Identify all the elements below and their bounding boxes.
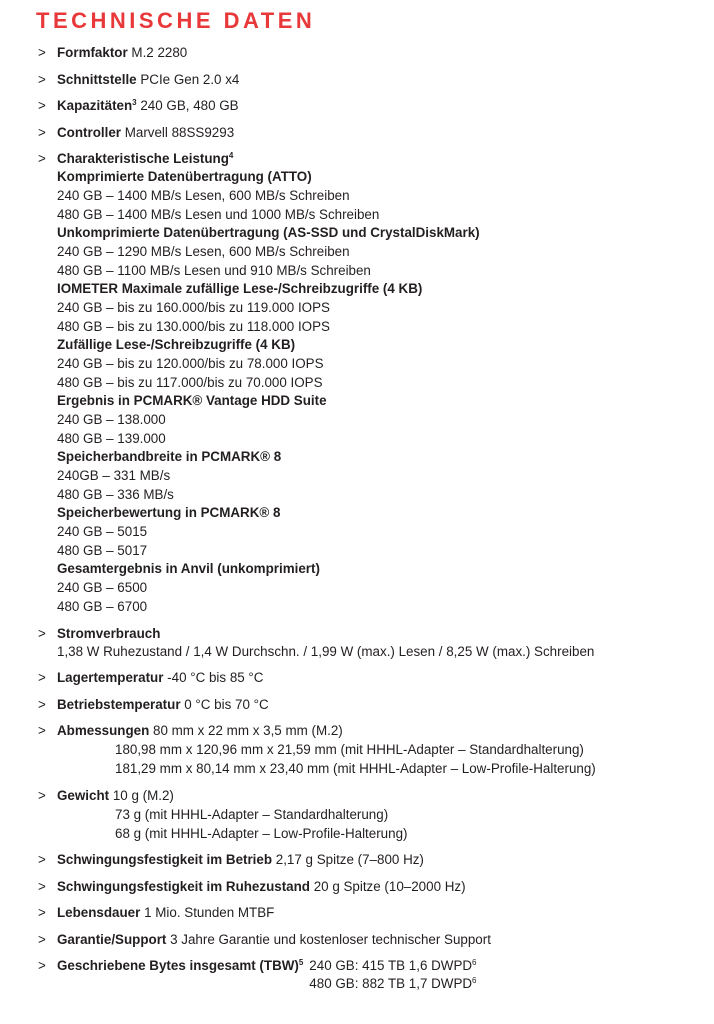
performance-line: 480 GB – bis zu 130.000/bis zu 118.000 IOPS (57, 319, 330, 334)
spec-label: Gewicht (57, 787, 110, 803)
performance-line: 240GB – 331 MB/s (57, 468, 171, 483)
performance-line: 240 GB – 1290 MB/s Lesen, 600 MB/s Schreiben (57, 244, 350, 259)
performance-heading: Komprimierte Datenübertragung (ATTO) (57, 169, 312, 184)
spec-label: Garantie/Support (57, 931, 167, 947)
spec-garantie (38, 931, 694, 949)
spec-label: Formfaktor (57, 45, 128, 60)
performance-heading: IOMETER Maximale zufällige Lese-/Schreibzugriffe (4 KB) (57, 281, 423, 296)
spec-value: 10 g (M.2) (112, 787, 174, 803)
performance-line: 480 GB – 1100 MB/s Lesen und 910 MB/s Schreiben (57, 263, 371, 278)
spec-controller (38, 124, 694, 142)
spec-value: 1 Mio. Stunden MTBF (144, 905, 275, 920)
performance-line: 240 GB – bis zu 120.000/bis zu 78.000 IOPS (57, 356, 324, 371)
spec-value-line: 181,29 mm x 80,14 mm x 23,40 mm (mit HHHL-Adapter – Low-Profile-Halterung) (115, 761, 596, 776)
spec-label: Lagertemperatur (57, 670, 164, 685)
spec-strom (38, 625, 694, 661)
spec-value: 2,17 g Spitze (7–800 Hz) (275, 852, 424, 867)
performance-line: 480 GB – 139.000 (57, 431, 166, 446)
performance-line: 240 GB – 6500 (57, 580, 148, 595)
spec-value-line: 240 GB: 415 TB 1,6 DWPD$^6$ (309, 958, 477, 973)
spec-value: PCIe Gen 2.0 x4 (140, 71, 240, 87)
spec-tbw (38, 957, 694, 993)
performance-line: 480 GB – 1400 MB/s Lesen und 1000 MB/s Schreiben (57, 207, 380, 222)
spec-schnittstelle (38, 71, 694, 89)
spec-list (38, 44, 694, 993)
spec-value: 240 GB, 480 GB (140, 98, 239, 113)
spec-label: > Stromverbrauch (57, 625, 161, 641)
performance-line: 240 GB – 138.000 (57, 412, 166, 427)
spec-label: Lebensdauer (57, 905, 141, 920)
spec-label: Abmessungen (57, 723, 150, 738)
spec-kapazitaeten (38, 97, 694, 115)
spec-label: Schnittstelle (57, 71, 137, 87)
performance-heading: Speicherbandbreite in PCMARK® 8 (57, 449, 282, 464)
spec-gewicht (38, 787, 694, 843)
spec-schwingung-ruhe (38, 878, 694, 896)
spec-lagertemperatur (38, 669, 694, 687)
spec-betriebstemperatur (38, 696, 694, 714)
footnote-mark: 6 (472, 976, 477, 985)
spec-value: 1,38 W Ruhezustand / 1,4 W Durchschn. / 1,99 W (max.) Lesen / 8,25 W (max.) Schreiben (57, 643, 595, 659)
spec-value: 0 °C bis 70 °C (184, 696, 269, 712)
performance-line: 240 GB – 5015 (57, 524, 148, 539)
spec-value: -40 °C bis 85 °C (167, 670, 264, 685)
performance-groups (57, 168, 694, 616)
footnote-mark: 4 (228, 151, 234, 160)
spec-value-line: 68 g (mit HHHL-Adapter – Low-Profile-Halterung) (115, 825, 408, 841)
footnote-mark: 6 (472, 958, 477, 967)
spec-label: Schwingungsfestigkeit im Betrieb (57, 852, 273, 867)
spec-label: > Geschriebene Bytes insgesamt (TBW)$^5$ (57, 958, 304, 973)
spec-abmessungen (38, 722, 694, 778)
performance-heading: Speicherbewertung in PCMARK® 8 (57, 505, 281, 520)
spec-label: Kapazitäten$^3$ (57, 98, 137, 113)
performance-line: 480 GB – bis zu 117.000/bis zu 70.000 IOPS (57, 375, 323, 390)
footnote-mark: 3 (132, 98, 137, 107)
performance-line: 240 GB – bis zu 160.000/bis zu 119.000 IOPS (57, 300, 330, 315)
performance-line: 240 GB – 1400 MB/s Lesen, 600 MB/s Schreiben (57, 188, 350, 203)
spec-lebensdauer (38, 904, 694, 922)
page-title: TECHNISCHE DATEN (36, 8, 316, 33)
performance-heading: Zufällige Lese-/Schreibzugriffe (4 KB) (57, 337, 296, 352)
spec-value: M.2 2280 (131, 45, 188, 60)
performance-heading: Unkomprimierte Datenübertragung (AS-SSD und CrystalDiskMark) (57, 225, 480, 240)
spec-value-line: 480 GB: 882 TB 1,7 DWPD$^6$ (309, 976, 477, 991)
performance-line: 480 GB – 336 MB/s (57, 487, 174, 502)
spec-value: Marvell 88SS9293 (124, 124, 235, 140)
spec-label: Controller (57, 124, 121, 140)
performance-heading: Gesamtergebnis in Anvil (unkomprimiert) (57, 561, 320, 576)
spec-label: Schwingungsfestigkeit im Ruhezustand (57, 878, 310, 894)
spec-value-line: 180,98 mm x 120,96 mm x 21,59 mm (mit HHHL-Adapter – Standardhalterung) (115, 742, 584, 757)
spec-label: Charakteristische Leistung$^4$ (57, 151, 234, 166)
performance-line: 480 GB – 6700 (57, 599, 148, 614)
spec-formfaktor (38, 44, 694, 62)
spec-value: 80 mm x 22 mm x 3,5 mm (M.2) (153, 723, 343, 738)
footnote-mark: 5 (298, 958, 304, 967)
spec-value-line: 73 g (mit HHHL-Adapter – Standardhalterung) (115, 806, 389, 822)
spec-label: Betriebstemperatur (57, 696, 181, 712)
performance-heading: Ergebnis in PCMARK® Vantage HDD Suite (57, 393, 327, 408)
spec-value: 20 g Spitze (10–2000 Hz) (313, 878, 466, 894)
spec-leistung (38, 150, 694, 616)
performance-line: 480 GB – 5017 (57, 543, 148, 558)
spec-value: 3 Jahre Garantie und kostenloser technischer Support (170, 931, 491, 947)
spec-schwingung-betrieb (38, 851, 694, 869)
